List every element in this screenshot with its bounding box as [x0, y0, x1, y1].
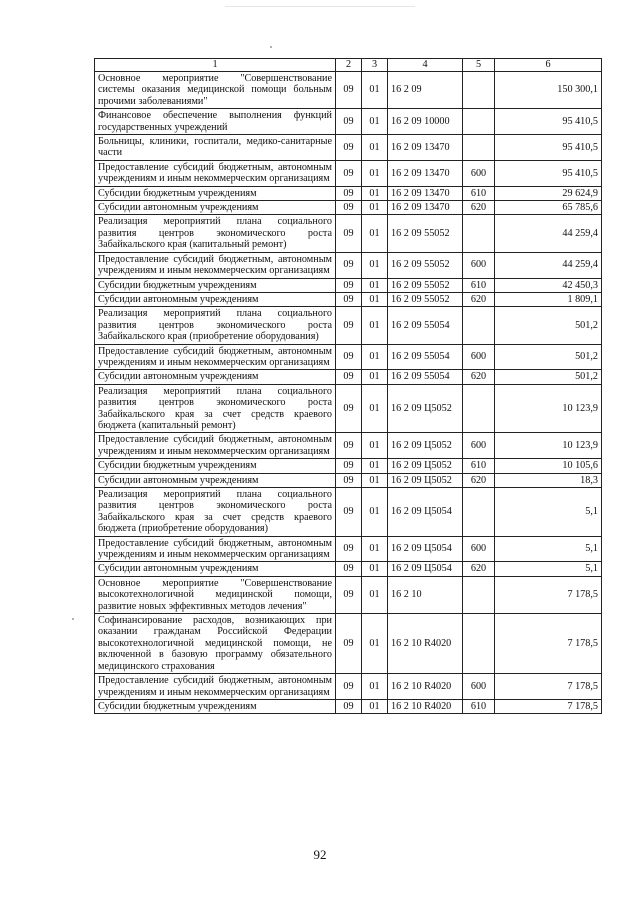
row-amount-cell: 29 624,9: [495, 186, 602, 200]
row-amount-cell: 10 123,9: [495, 384, 602, 433]
row-name-cell: Субсидии бюджетным учреждениям: [95, 186, 336, 200]
row-amount-cell: 501,2: [495, 344, 602, 370]
row-expense-type-cell: 620: [463, 562, 495, 576]
row-expense-type-cell: [463, 215, 495, 252]
row-amount-cell: 5,1: [495, 562, 602, 576]
row-name-cell: Субсидии автономным учреждениям: [95, 201, 336, 215]
row-name-cell: Субсидии бюджетным учреждениям: [95, 278, 336, 292]
row-amount-cell: 95 410,5: [495, 160, 602, 186]
row-section-cell: 09: [336, 614, 362, 674]
row-subsection-cell: 01: [362, 459, 388, 473]
row-name-cell: Субсидии автономным учреждениям: [95, 473, 336, 487]
row-target-code-cell: 16 2 09: [388, 72, 463, 109]
table-row: [95, 215, 602, 252]
row-name-cell: Субсидии бюджетным учреждениям: [95, 459, 336, 473]
row-amount-cell: 1 809,1: [495, 292, 602, 306]
row-section-cell: 09: [336, 109, 362, 135]
row-name-cell: Финансовое обеспечение выполнения функций государственных учреждений: [95, 109, 336, 135]
row-target-code-cell: 16 2 09 55052: [388, 252, 463, 278]
table-row: [95, 307, 602, 344]
row-expense-type-cell: 610: [463, 186, 495, 200]
row-target-code-cell: 16 2 10 R4020: [388, 674, 463, 700]
row-target-code-cell: 16 2 09 55054: [388, 370, 463, 384]
row-target-code-cell: 16 2 10 R4020: [388, 699, 463, 713]
header-col-6: 6: [495, 59, 602, 72]
table-row: [95, 72, 602, 109]
row-subsection-cell: 01: [362, 252, 388, 278]
row-section-cell: 09: [336, 576, 362, 613]
row-subsection-cell: 01: [362, 278, 388, 292]
row-amount-cell: 7 178,5: [495, 699, 602, 713]
row-amount-cell: 18,3: [495, 473, 602, 487]
row-amount-cell: 501,2: [495, 370, 602, 384]
row-amount-cell: 7 178,5: [495, 614, 602, 674]
row-name-cell: Предоставление субсидий бюджетным, автономным учреждениям и иным некоммерческим организациям: [95, 344, 336, 370]
row-subsection-cell: 01: [362, 562, 388, 576]
row-name-cell: Реализация мероприятий плана социального развития центров экономического роста Забайкальского края за счет средств краевого бюджета (капитальный ремонт): [95, 384, 336, 433]
row-subsection-cell: 01: [362, 433, 388, 459]
row-section-cell: 09: [336, 674, 362, 700]
row-name-cell: Больницы, клиники, госпитали, медико-санитарные части: [95, 135, 336, 161]
table-row: [95, 576, 602, 613]
table-row: [95, 674, 602, 700]
row-amount-cell: 7 178,5: [495, 576, 602, 613]
row-expense-type-cell: [463, 109, 495, 135]
row-subsection-cell: 01: [362, 576, 388, 613]
row-expense-type-cell: 620: [463, 201, 495, 215]
row-amount-cell: 42 450,3: [495, 278, 602, 292]
row-target-code-cell: 16 2 09 Ц5052: [388, 384, 463, 433]
row-expense-type-cell: 620: [463, 292, 495, 306]
row-section-cell: 09: [336, 72, 362, 109]
table-row: [95, 562, 602, 576]
row-name-cell: Реализация мероприятий плана социального развития центров экономического роста Забайкальского края (капитальный ремонт): [95, 215, 336, 252]
row-section-cell: 09: [336, 344, 362, 370]
row-subsection-cell: 01: [362, 614, 388, 674]
row-amount-cell: 150 300,1: [495, 72, 602, 109]
row-target-code-cell: 16 2 09 55052: [388, 278, 463, 292]
row-target-code-cell: 16 2 09 55054: [388, 344, 463, 370]
row-name-cell: Предоставление субсидий бюджетным, автономным учреждениям и иным некоммерческим организациям: [95, 433, 336, 459]
row-expense-type-cell: [463, 576, 495, 613]
row-expense-type-cell: 600: [463, 674, 495, 700]
row-amount-cell: 44 259,4: [495, 215, 602, 252]
row-expense-type-cell: 600: [463, 160, 495, 186]
row-section-cell: 09: [336, 473, 362, 487]
table-row: [95, 186, 602, 200]
table-row: [95, 344, 602, 370]
scan-top-edge-mark: [225, 6, 415, 7]
row-subsection-cell: 01: [362, 344, 388, 370]
row-amount-cell: 95 410,5: [495, 135, 602, 161]
row-subsection-cell: 01: [362, 292, 388, 306]
row-subsection-cell: 01: [362, 109, 388, 135]
row-subsection-cell: 01: [362, 186, 388, 200]
row-expense-type-cell: 600: [463, 433, 495, 459]
row-name-cell: Предоставление субсидий бюджетным, автономным учреждениям и иным некоммерческим организациям: [95, 252, 336, 278]
header-col-5: 5: [463, 59, 495, 72]
header-col-1: 1: [95, 59, 336, 72]
row-amount-cell: 5,1: [495, 488, 602, 537]
row-target-code-cell: 16 2 09 55052: [388, 292, 463, 306]
row-name-cell: Субсидии автономным учреждениям: [95, 370, 336, 384]
row-section-cell: 09: [336, 135, 362, 161]
table-row: [95, 473, 602, 487]
row-target-code-cell: 16 2 10 R4020: [388, 614, 463, 674]
row-target-code-cell: 16 2 09 Ц5052: [388, 473, 463, 487]
row-section-cell: 09: [336, 160, 362, 186]
row-subsection-cell: 01: [362, 201, 388, 215]
table-row: [95, 614, 602, 674]
scan-speck: [72, 618, 74, 620]
header-col-3: 3: [362, 59, 388, 72]
row-name-cell: Субсидии бюджетным учреждениям: [95, 699, 336, 713]
row-subsection-cell: 01: [362, 72, 388, 109]
header-col-4: 4: [388, 59, 463, 72]
row-amount-cell: 65 785,6: [495, 201, 602, 215]
row-subsection-cell: 01: [362, 160, 388, 186]
row-subsection-cell: 01: [362, 307, 388, 344]
row-expense-type-cell: [463, 135, 495, 161]
row-amount-cell: 10 105,6: [495, 459, 602, 473]
row-target-code-cell: 16 2 09 13470: [388, 201, 463, 215]
row-target-code-cell: 16 2 09 55054: [388, 307, 463, 344]
table-row: [95, 459, 602, 473]
row-expense-type-cell: [463, 72, 495, 109]
row-name-cell: Субсидии автономным учреждениям: [95, 292, 336, 306]
table-row: [95, 433, 602, 459]
table-row: [95, 109, 602, 135]
row-subsection-cell: 01: [362, 370, 388, 384]
row-expense-type-cell: 600: [463, 252, 495, 278]
row-section-cell: 09: [336, 562, 362, 576]
row-section-cell: 09: [336, 292, 362, 306]
row-subsection-cell: 01: [362, 384, 388, 433]
table-row: [95, 160, 602, 186]
row-target-code-cell: 16 2 10: [388, 576, 463, 613]
row-name-cell: Предоставление субсидий бюджетным, автономным учреждениям и иным некоммерческим организациям: [95, 674, 336, 700]
row-expense-type-cell: 610: [463, 459, 495, 473]
row-expense-type-cell: 610: [463, 699, 495, 713]
row-target-code-cell: 16 2 09 13470: [388, 160, 463, 186]
row-subsection-cell: 01: [362, 135, 388, 161]
row-expense-type-cell: [463, 384, 495, 433]
table-row: [95, 370, 602, 384]
row-section-cell: 09: [336, 252, 362, 278]
row-name-cell: Софинансирование расходов, возникающих при оказании гражданам Российской Федерации высокотехнологичной медицинской помощи, не включенной в базовую программу обязательного медицинского страхования: [95, 614, 336, 674]
row-amount-cell: 5,1: [495, 536, 602, 562]
table-row: [95, 135, 602, 161]
row-name-cell: Субсидии автономным учреждениям: [95, 562, 336, 576]
row-amount-cell: 7 178,5: [495, 674, 602, 700]
row-expense-type-cell: [463, 614, 495, 674]
page-number: 92: [313, 847, 327, 862]
row-section-cell: 09: [336, 370, 362, 384]
row-name-cell: Основное мероприятие "Совершенствование системы оказания медицинской помощи больным прочими заболеваниями": [95, 72, 336, 109]
row-subsection-cell: 01: [362, 488, 388, 537]
row-section-cell: 09: [336, 186, 362, 200]
row-section-cell: 09: [336, 433, 362, 459]
table-row: [95, 699, 602, 713]
row-name-cell: Основное мероприятие "Совершенствование высокотехнологичной медицинской помощи, развитие новых эффективных методов лечения": [95, 576, 336, 613]
row-name-cell: Предоставление субсидий бюджетным, автономным учреждениям и иным некоммерческим организациям: [95, 160, 336, 186]
row-section-cell: 09: [336, 459, 362, 473]
row-target-code-cell: 16 2 09 10000: [388, 109, 463, 135]
table-row: [95, 292, 602, 306]
table-body: [95, 72, 602, 714]
row-section-cell: 09: [336, 699, 362, 713]
budget-table: [94, 58, 602, 714]
row-target-code-cell: 16 2 09 13470: [388, 135, 463, 161]
row-section-cell: 09: [336, 307, 362, 344]
table-row: [95, 536, 602, 562]
row-name-cell: Предоставление субсидий бюджетным, автономным учреждениям и иным некоммерческим организациям: [95, 536, 336, 562]
row-target-code-cell: 16 2 09 Ц5052: [388, 433, 463, 459]
table-row: [95, 488, 602, 537]
row-target-code-cell: 16 2 09 Ц5054: [388, 562, 463, 576]
row-subsection-cell: 01: [362, 699, 388, 713]
row-section-cell: 09: [336, 201, 362, 215]
row-section-cell: 09: [336, 384, 362, 433]
table-row: [95, 384, 602, 433]
row-target-code-cell: 16 2 09 Ц5054: [388, 488, 463, 537]
row-expense-type-cell: 620: [463, 370, 495, 384]
row-expense-type-cell: 610: [463, 278, 495, 292]
row-target-code-cell: 16 2 09 13470: [388, 186, 463, 200]
row-expense-type-cell: 620: [463, 473, 495, 487]
row-target-code-cell: 16 2 09 Ц5054: [388, 536, 463, 562]
row-target-code-cell: 16 2 09 55052: [388, 215, 463, 252]
row-name-cell: Реализация мероприятий плана социального развития центров экономического роста Забайкальского края за счет средств краевого бюджета (приобретение оборудования): [95, 488, 336, 537]
row-subsection-cell: 01: [362, 473, 388, 487]
table-row: [95, 201, 602, 215]
row-amount-cell: 10 123,9: [495, 433, 602, 459]
scan-speck: [270, 46, 272, 48]
row-amount-cell: 501,2: [495, 307, 602, 344]
row-amount-cell: 44 259,4: [495, 252, 602, 278]
row-name-cell: Реализация мероприятий плана социального развития центров экономического роста Забайкальского края (приобретение оборудования): [95, 307, 336, 344]
row-expense-type-cell: 600: [463, 344, 495, 370]
row-expense-type-cell: 600: [463, 536, 495, 562]
row-section-cell: 09: [336, 488, 362, 537]
row-section-cell: 09: [336, 536, 362, 562]
row-target-code-cell: 16 2 09 Ц5052: [388, 459, 463, 473]
table-header-row: [95, 59, 602, 72]
row-amount-cell: 95 410,5: [495, 109, 602, 135]
table-row: [95, 252, 602, 278]
table-row: [95, 278, 602, 292]
row-subsection-cell: 01: [362, 674, 388, 700]
row-section-cell: 09: [336, 278, 362, 292]
row-section-cell: 09: [336, 215, 362, 252]
row-expense-type-cell: [463, 488, 495, 537]
header-col-2: 2: [336, 59, 362, 72]
row-expense-type-cell: [463, 307, 495, 344]
row-subsection-cell: 01: [362, 215, 388, 252]
row-subsection-cell: 01: [362, 536, 388, 562]
